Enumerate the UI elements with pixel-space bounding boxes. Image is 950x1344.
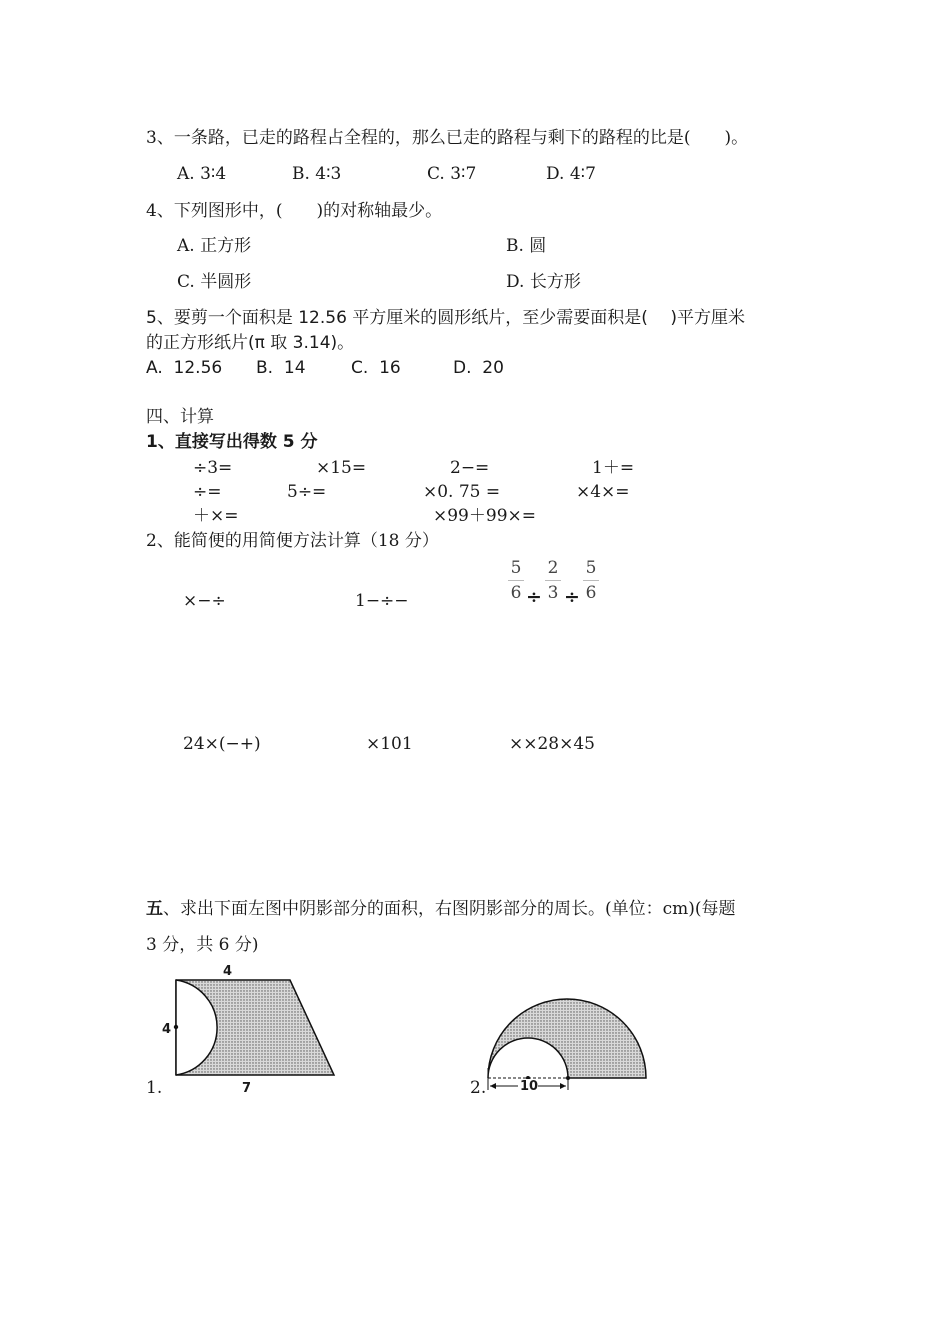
fraction-denominator: 6	[585, 583, 597, 603]
simplify-expr-6: ××28×45	[509, 734, 595, 754]
fig2-number: 2.	[470, 1078, 487, 1098]
fig1-number: 1.	[146, 1078, 163, 1098]
section4-part2-title: 2、能简便的用简便方法计算（18 分）	[146, 531, 439, 551]
q4-option-c: C. 半圆形	[177, 272, 252, 292]
oral-calc-6: 5÷=	[287, 482, 327, 502]
oral-calc-1: ÷3=	[193, 458, 233, 478]
oral-calc-4: 1＋=	[592, 458, 635, 478]
fraction-denominator: 3	[547, 583, 559, 603]
oral-calc-8: ×4×=	[576, 482, 630, 502]
simplify-expr-1: ×−÷	[183, 591, 226, 611]
q4-option-b: B. 圆	[506, 236, 547, 256]
fraction-numerator: 2	[547, 558, 559, 578]
simplify-expr-4: 24×(−+)	[183, 734, 261, 754]
q3-option-c: C. 3∶7	[427, 164, 477, 184]
q4-option-a: A. 正方形	[177, 236, 252, 256]
oral-calc-5: ÷=	[193, 482, 222, 502]
fig1-bottom-label: 7	[242, 1081, 252, 1096]
section5-title-line2: 3 分，共 6 分)	[146, 935, 259, 955]
q5-stem-line2: 的正方形纸片(π 取 3.14)。	[146, 333, 355, 353]
oral-calc-10: ×99＋99×=	[433, 506, 536, 526]
fig2-diameter-label: 10	[520, 1079, 539, 1094]
q3-option-a: A. 3∶4	[177, 164, 227, 184]
simplify-expr-2: 1−÷−	[355, 591, 409, 611]
fraction-denominator: 6	[510, 583, 522, 603]
fraction-numerator: 5	[585, 558, 597, 578]
section5-number: 五	[146, 899, 163, 919]
divide-sign: ÷	[564, 586, 580, 608]
oral-calc-2: ×15=	[316, 458, 367, 478]
section4-title: 四、计算	[146, 407, 214, 427]
section5-title-text: 、求出下面左图中阴影部分的面积，右图阴影部分的周长。(单位：cm)(每题	[163, 899, 736, 919]
q3-option-b: B. 4∶3	[292, 164, 342, 184]
fig1-top-label: 4	[223, 964, 233, 979]
q4-option-d: D. 长方形	[506, 272, 581, 292]
q5-option-c: C. 16	[351, 358, 401, 378]
q4-stem: 4、下列图形中，( )的对称轴最少。	[146, 201, 443, 221]
fig1-left-label: 4	[162, 1022, 172, 1037]
oral-calc-7: ×0. 75 =	[423, 482, 501, 502]
q5-option-d: D. 20	[453, 358, 504, 378]
oral-calc-9: ＋×=	[193, 506, 239, 526]
divide-sign: ÷	[526, 586, 542, 608]
q3-stem: 3、一条路，已走的路程占全程的，那么已走的路程与剩下的路程的比是( )。	[146, 128, 749, 148]
q5-option-a: A. 12.56	[146, 358, 223, 378]
q3-option-d: D. 4∶7	[546, 164, 596, 184]
simplify-expr-5: ×101	[366, 734, 413, 754]
oral-calc-3: 2−=	[450, 458, 490, 478]
fraction-numerator: 5	[510, 558, 522, 578]
q5-stem-line1: 5、要剪一个面积是 12.56 平方厘米的圆形纸片，至少需要面积是( )平方厘米	[146, 308, 745, 328]
section4-part1-title: 1、直接写出得数 5 分	[146, 432, 318, 452]
q5-option-b: B. 14	[256, 358, 306, 378]
